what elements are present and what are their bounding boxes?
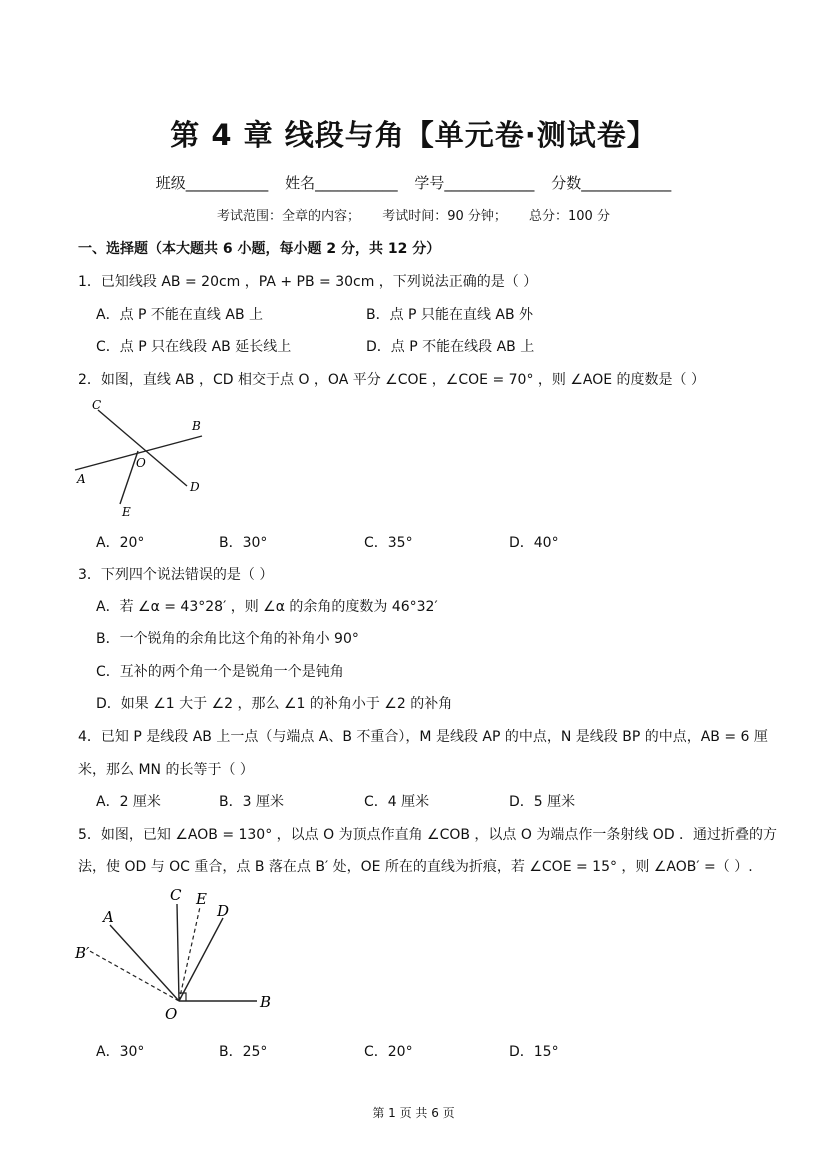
question-5-stem-line2: 法，使 OD 与 OC 重合，点 B 落在点 B′ 处，OE 所在的直线为折痕，若 ∠COE = 15° ，则 ∠AOB′ =（ ）. (78, 859, 753, 875)
label-b: B (260, 993, 272, 1011)
label-a: A (77, 472, 86, 486)
question-2-option-d: D．40° (509, 535, 559, 551)
ray-oc (177, 904, 179, 1001)
ray-ob-prime (88, 950, 179, 1001)
label-e: E (122, 505, 131, 519)
student-info-row (0, 172, 827, 193)
question-3-stem: 3．下列四个说法错误的是（ ） (78, 567, 274, 583)
question-4-option-a: A．2 厘米 (96, 794, 161, 810)
label-d: D (190, 480, 200, 494)
label-o: O (136, 456, 146, 470)
question-1-option-a: A．点 P 不能在直线 AB 上 (96, 307, 264, 323)
question-5-figure (70, 882, 285, 1027)
question-4-option-c: C．4 厘米 (364, 794, 430, 810)
question-4-stem-line1: 4．已知 P 是线段 AB 上一点（与端点 A、B 不重合），M 是线段 AP 的中点，N 是线段 BP 的中点，AB = 6 厘 (78, 729, 768, 745)
exam-total: 总分：100 分 (529, 209, 610, 224)
question-2-option-c: C．35° (364, 535, 413, 551)
question-5-stem-line1: 5．如图，已知 ∠AOB = 130° ，以点 O 为顶点作直角 ∠COB ，以点 O 为端点作一条射线 OD ．通过折叠的方 (78, 827, 778, 843)
question-4-stem-line2: 米，那么 MN 的长等于（ ） (78, 762, 254, 778)
line-cd (98, 410, 187, 486)
question-2-option-b: B．30° (219, 535, 268, 551)
exam-meta-row (0, 205, 827, 224)
ray-oe (179, 907, 200, 1001)
section-heading: 一、选择题（本大题共 6 小题，每小题 2 分，共 12 分） (78, 241, 441, 257)
question-3-option-b: B．一个锐角的余角比这个角的补角小 90° (96, 631, 359, 647)
question-2-figure (70, 392, 220, 522)
question-1-stem: 1．已知线段 AB = 20cm ，PA + PB = 30cm ，下列说法正确的是（ ） (78, 274, 538, 290)
label-a: A (103, 908, 114, 926)
question-1-option-c: C．点 P 只在线段 AB 延长线上 (96, 339, 292, 355)
page-footer: 第 1 页 共 6 页 (372, 1106, 455, 1120)
question-3-option-d: D．如果 ∠1 大于 ∠2 ，那么 ∠1 的补角小于 ∠2 的补角 (96, 696, 453, 712)
label-c: C (170, 886, 182, 904)
class-field: 班级___________ (155, 174, 269, 192)
question-1-option-b: B．点 P 只能在直线 AB 外 (366, 307, 534, 323)
question-5-option-b: B．25° (219, 1044, 268, 1060)
page-title: 第 4 章 线段与角【单元卷·测试卷】 (170, 118, 657, 152)
label-c: C (92, 398, 102, 412)
label-b-prime: B′ (75, 944, 90, 962)
ray-od (179, 918, 223, 1001)
question-5-option-c: C．20° (364, 1044, 413, 1060)
name-field: 姓名___________ (285, 174, 398, 192)
exam-time: 考试时间：90 分钟； (382, 209, 507, 224)
label-d: D (217, 902, 230, 920)
student-id-field: 学号____________ (414, 174, 535, 192)
question-2-option-a: A．20° (96, 535, 145, 551)
label-b: B (192, 419, 201, 433)
question-4-option-d: D．5 厘米 (509, 794, 576, 810)
question-3-option-a: A．若 ∠α = 43°28′ ，则 ∠α 的余角的度数为 46°32′ (96, 599, 438, 615)
question-4-option-b: B．3 厘米 (219, 794, 284, 810)
question-3-option-c: C．互补的两个角一个是锐角一个是钝角 (96, 664, 344, 680)
label-o: O (165, 1005, 178, 1023)
ray-oa (110, 925, 179, 1001)
question-2-stem: 2．如图，直线 AB ，CD 相交于点 O ，OA 平分 ∠COE ，∠COE = 70° ，则 ∠AOE 的度数是（ ） (78, 372, 705, 388)
label-e: E (196, 890, 207, 908)
exam-scope: 考试范围：全章的内容； (217, 209, 361, 224)
score-field: 分数____________ (551, 174, 672, 192)
question-5-option-d: D．15° (509, 1044, 559, 1060)
question-1-option-d: D．点 P 不能在线段 AB 上 (366, 339, 535, 355)
question-5-option-a: A．30° (96, 1044, 145, 1060)
